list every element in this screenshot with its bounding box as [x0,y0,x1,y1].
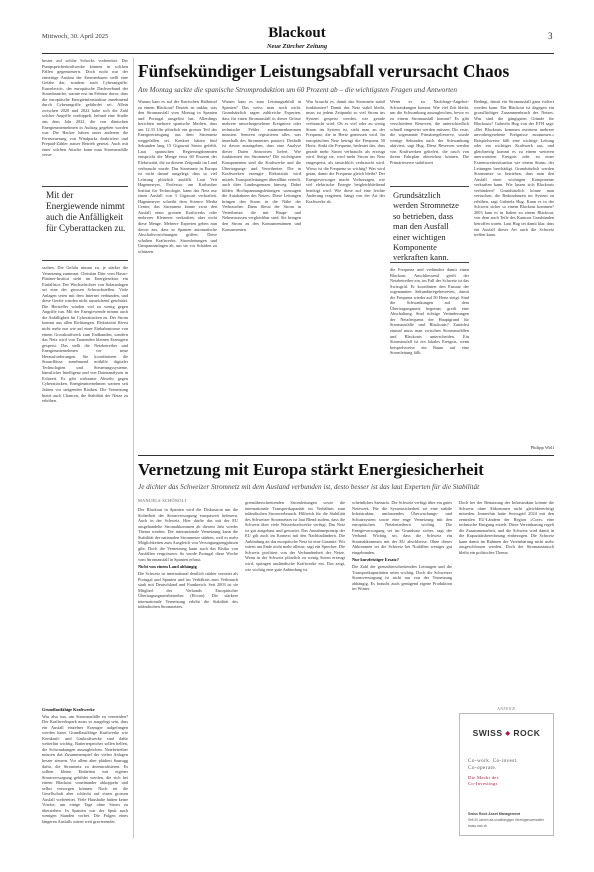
feature-pull-quote: Grundsätzlich werden Stromnetze so betrieben, dass man den Ausfall einer wichtigen Komponente verkraften kann. [393,190,459,263]
section-divider [138,455,554,456]
second-col-4 [459,500,554,698]
feature-quote-rule-top [390,186,469,187]
left-column-bottom [42,705,128,835]
feature-title: Fünfsekündiger Leistungsabfall verursacht Chaos [138,61,510,81]
paper-name: Neue Zürcher Zeitung [266,43,328,50]
second-col-1 [138,507,238,837]
ad-label: ANZEIGE [497,707,516,711]
second-subheading-2: Nur kurzfristiger Ersatz? [352,557,399,563]
ad-brand [460,728,553,738]
second-col-2 [245,500,345,837]
feature-col-5-text: Bedingt, damit ein Stromausfall ganz isoliert werden kann. Ein Blackout ist dagegen ein grossflächiger Zusammenbruch des Netzes. Was sind die gängigsten Gründe für Blackouts? Gabriela Hug von der ETH sagt: «Bei Blackouts kommen meistens mehrere unvorhergesehene Ereignisse zusammen.» Beispielsweise fällt eine wichtige Leitung oder ein wichtiges Kraftwerk aus, und gleichzeitig kommt es zu einem weiteren unerwarteten Ereignis oder zu einer Extremwettersituation wie einem Sturm, der Leitungen beschädigt. Grundsätzlich werden Stromnetze so betrieben, dass man den Ausfall einer wichtigen Komponente verkraften kann. Wie lassen sich Blackouts verhindern? Grundsätzlich könne man versuchen, die Redundanzen im System zu erhöhen, sagt Gabriela Hug. Kann es in der Schweiz sicher so einem Blackout kommen? 2003 kam es in Italien zu einem Blackout, von dem auch Teile des Kantons Graubünden betroffen waren. Laut Hug sei damit klar, dass ein Ausfall dieser Art auch die Schweiz treffen kann. [474,99,554,238]
second-subheading-1: Nicht von einem Land abhängig [138,564,197,570]
section-title: Blackout [268,25,326,41]
feature-col-4-text: Wenn es zu Nachfrage-Angebot-Schwankungen kommt: Wie viel Zeit bleibt, um die Schwankung auszugleichen, bevor es zu einem Stromausfall kommt? Es gibt verschiedene Reserven, die unterschiedlich schnell eingesetzt werden müssen. Die erste, die sogenannte Primärregelreserve, wurde wenige Sekunden nach der Schwankung aktiviert, sagt Hug. Diese Reserven werden von Kraftwerken geliefert, die rasch von ihrem Fahrplan abweichen können. Die Primärreserve stabilisiert [390,99,469,166]
ad-tagline-3: Die Macht des [468,775,499,780]
quote-rule-bottom [42,260,128,261]
second-col-3b-text: Die Zahl der grenzüberschreitenden Leitungen und die Transportkapazitäten seien wichtig. Doch die Schweizer Stromversorgung ist nicht nur von der Vernetzung abhängig. Es braucht auch genügend eigene Produktion im Winter. [352,564,452,592]
left-text-2: sachen. Die Gefahr nimmt zu, je stärker die Vernetzung zunimmt. Christian Dürr vom Hasso-Plattner-Institut sieht im Energiesektor ein Einfallstor. Der Wechselrichter von Solaranlagen sei eine der grossen Schwachstellen. Viele Anlagen seien mit dem Internet verbunden, und diese Geräte würden nicht ausreichend geschützt. Die Hersteller würden viel zu wenig gegen Angriffe tun. Mit der Energiewende nimmt auch die Anfälligkeit für Cyberattacken zu. Der Strom kommt aus allen Richtungen. Elektrizität fliesst nicht mehr nur wie auf einer Einbahnstrasse von einem Grosskraftwerk zum Endkunden, sondern das Netz wird von Tausenden kleinen Erzeugern gespeist. Das stellt die Netzbetreiber und Energieunternehmen vor neue Herausforderungen. Sie koordinieren die Stromflüsse zunehmend mithilfe digitaler Technologien und Steuerungssysteme, künstlicher Intelligenz und von Datenanalysen in Echtzeit. Es gibt wirksame Abwehr gegen Cyberattacken. Energieunternehmen warnen seit Jahren vor steigenden Risiken. Die Vernetzung bietet auch Chancen, die Stabilität der Netze zu erhöhen. [42,265,128,404]
feature-col-5 [474,99,554,444]
feature-col-3-text: Was braucht es, damit das Stromnetz stabil funktioniert? Damit das Netz stabil bleibt, muss zu jedem Zeitpunkt so viel Strom ins System gespeist werden, wie gerade verbraucht wird. Ob es viel oder zu wenig Strom im System ist, sieht man an der Frequenz, die in Hertz gemessen wird. Im europäischen Netz beträgt die Frequenz 50 Hertz. Sinkt die Frequenz, bedeutet das, dass gerade mehr Strom verbraucht als erzeugt wird. Steigt sie, wird mehr Strom ins Netz eingespeist, als tatsächlich verbraucht wird. Wieso ist die Frequenz so wichtig? Was wird getan, damit die Frequenz gleich bleibt? Der Energieversorger macht Vorhersagen, wie viel elektrische Energie beigleichbleibend benötigt wird. Wie diese auf eine leichte Änderung reagieren, hängt von der Art der Kraftwerke ab. [306,99,385,204]
left-column-top [42,58,128,179]
second-col-1b-text: Die Schweiz ist international deutlich stärker vernetzt als Portugal und Spanien und im Verhältnis zum Verbrauch stark mit Deutschland und Frankreich. Seit 2003 ist sie Mitglied des Verbands Europäischer Übertragungsnetzbetreiber (Elcom). Die stärkere internationale Vernetzung erhöht die Stabilität des inländischen Stromnetzes. [138,571,238,610]
second-col-3-text: scheinliches Szenario. Die Schweiz verfügt über ein gutes Netzwerk. Für die Systemsicherheit sei eine stabile Infrastruktur, umfassendes Überwachungs- und Schutzsystem sowie eine enge Vernetzung mit den europäischen Netzbetreibern wichtig. Die Energieversorgung sei im Grundsatz sicher, sagt der Verband. Wichtig sei, dass die Schweiz ein Stromabkommen mit der EU abschliesse. Ohne dieses Abkommen sei die Schweiz bei Notfällen weniger gut eingebunden. [352,500,452,555]
feature-quote-rule-bottom [390,262,469,263]
left-divider [133,58,134,838]
feature-col-4b-text: die Frequenz und verhindert damit einen Blackout. Anschliessend greift der Netzbetreiber ein, im Fall der Schweiz ist das Swissgrid. Er koordiniert den Einsatz der sogenannten Sekundärregelreserven, damit die Frequenz wieder auf 50 Hertz steigt. Sind die Schwankungen auf dem Übertragungsnetz begrenzt, greift eine Abschaltung. Sind richtige Veränderungen der Netzfrequenz der Hauptgrund für Stromausfälle und Blackouts? Zunächst einmal muss man zwischen Stromausfällen und Blackouts unterscheiden. Ein Stromausfall ist ein lokales Ereignis, wenn beispielsweise ein Baum auf eine Stromleitung fällt. [390,267,469,356]
left-text-1: besser auf solche Schocks vorbereitet. Der Pumpspeicherkraftwerke können in solchen Fällen gegensteuern. Doch nicht nur der einseitige Ausbau der Erneuerbaren stellt eine Gefahr dar, sondern auch Cyberangriffe. Euroelectric, der europäische Dachverband der Strombranche, warnte erst im Februar davor, dass die europäische Energieinfrastruktur zunehmend durch Cyberangriffe gefährdet sei. Allein zwischen 2020 und 2022 habe sich die Zahl solcher Angriffe verdoppelt, befand eine Studie aus dem Jahr 2022, die von dänischen Energieunternehmen in Auftrag gegeben worden war. Die Hacker hätten unter anderem die Fernsteuerung von Windparks deaktiviert und Prepaid-Zähler ausser Betrieb gesetzt. Auch mit einer solchen Attacke kann man Stromausfälle verur- [42,58,128,158]
second-feature-title: Vernetzung mit Europa stärkt Energiesicherheit [138,460,484,479]
quote-rule-top [42,186,128,187]
feature-col-4-top [390,99,469,179]
second-col-3 [352,500,452,837]
left-pull-quote: Mit der Energiewende nimmt auch die Anfälligkeit für Cyberattacken zu. [46,190,126,233]
ad-brand-left: SWISS [472,728,503,738]
ad-footer-2: Seit 20 Jahren als unabhängiger Vermögensverwalter [468,818,544,822]
ad-box[interactable] [459,713,554,836]
feature-col-3 [306,99,385,452]
ad-tagline-2: Co-operate. [468,765,497,771]
masthead-date: Mittwoch, 30. April 2025 [42,33,109,40]
feature-col-4-bottom [390,267,469,452]
feature-col-1-text: Warum kam es auf der Iberischen Halbinsel zu einem Blackout? Derzeit ist unklar, was den Stromausfall vom Montag in Spanien und Portugal ausgelöst hat. Allerdings berichten mehrere spanische Medien, dass um 12.33 Uhr plötzlich ein grosser Teil der Energieerzeugung aus dem Stromnetz weggefallen sei. Konkret hätten fünf Sekunden lang 15 Gigawatt Strom gefehlt. Laut spanischen Regierungsbeamten entspricht die Menge etwa 60 Prozent der Elektrizität, die zu diesem Zeitpunkt im Land verbraucht wurde. Das Stromnetz in Europa ist nicht darauf ausgelegt, dass so viel Leistung plötzlich ausfällt. Laut Veit Hagenmeyer, Professor am Karlsruher Institut für Technologie, kann das Netz nur einen Ausfall von 3 Gigawatt verkraften. Hagenmeyer schreibt dem Science Media Center, das Stromnetz könne zwar den Ausfall eines grossen Kraftwerks oder mehrerer Kleinerer verkraften, aber nicht diese Menge. Mehrere Experten gehen nun davon aus, dass in Spanien automatische Abschaltvorrichtungen griffen. Diese schalten Kraftwerke, Stromleitungen und Umspannanlagen ab, um sie vor Schäden zu schützen. [138,99,217,254]
second-col-2-text: grenzüberschreitenden Stromleitungen sowie die internationale Transportkapazität im Verhältnis zum inländischen Stromverbrauch. Hilfreich für die Stabilität des Schweizer Stromnetzes ist laut Blend zudem, dass die Schweiz über viele Wasserkraftwerke verfügt. Das Netz ist gut ausgebaut und gewartet. Das Annahmeprinzip der EU gilt auch im Kontext mit den Nachbarländern. Die Anbindung an das europäische Netz ist eine Garantie. Wir wären am Ende nicht mehr alleine, sagt ein Sprecher. Die Schweiz profitiert von der Verbundenheit der Netze. Wenn in der Schweiz plötzlich zu wenig Strom erzeugt wird, springen ausländische Kraftwerke ein. Das zeigt, wie wichtig eine gute Anbindung ist. [245,500,345,572]
ad-brand-right: ROCK [513,728,541,738]
feature-col-1 [138,99,217,452]
ad-tagline-1: Co-work. Co-invest. [468,758,519,764]
page-number: 3 [548,31,553,41]
left-subheading: Grundlastfähige Kraftwerke [42,707,95,712]
ad-tagline-4: Co-Investings [468,781,498,786]
left-text-3: Was also tun, um Stromausfälle zu vermeiden? Der Kraftwerkspark muss so ausgelegt sein, dass ein Ausfall einzelner Erzeuger aufgefangen werden kann. Grundlastfähige Kraftwerke wie Kernkraft- und Gaskraftwerke sind dafür weiterhin wichtig. Batteriespeicher sollen helfen, die Schwankungen auszugleichen. Netzbetreiber müssen das Zusammenspiel der vielen Anlagen besser steuern. Vor allem aber plädiert Saurugg dafür, die Stromnetz zu dezentralisieren. Es sollten kleine Einheiten mit eigener Stromversorgung gebildet werden, die sich bei einem Blackout voneinander abkoppeln und selbst versorgen können. Noch sei die Gesellschaft aber schlecht auf einen grossen Ausfall vorbereitet. Viele Haushalte hätten keine Vorräte, um einige Tage ohne Strom zu überstehen. In Spanien war der Spuk nach wenigen Stunden vorbei. Die Folgen eines längeren Ausfalls wären weit gravierender. [42,713,128,824]
ad-brand-icon: ◆ [505,731,511,737]
second-feature-byline: MANUELS SCHÖNOLI [138,498,187,503]
left-column-mid [42,265,128,700]
feature-author: Philipp Wolf [530,445,554,450]
feature-col-2 [222,99,301,452]
ad-footer-3[interactable]: swiss-rock.ch [468,824,488,828]
ad-footer-1: Swiss Rock Asset Management [468,812,521,816]
second-feature-subtitle: Je dichter das Schweizer Stromnetz mit dem Ausland verbunden ist, desto besser ist das laut Experten für die Stabilität [138,483,480,491]
feature-col-2-text: Warum kam es zum Leistungsabfall in Spanien? Das weiss man noch nicht. Grundsätzlich sagen zahlreiche Experten, dass für einen Stromausfall in dieser Grösse mehrere unvorhergesehene Ereignisse oder technische Fehler zusammenkommen müssten. Senoren registrieren alles, was innerhalb des Stromnetzes passiert. Deshalb ist davon auszugehen, dass eine Analyse dieser Daten Antworten liefert. Wie funktioniert ein Stromnetz? Die wichtigsten Komponenten sind die Kraftwerke und die Übertragungs- und Verteilnetze. Die in Kraftwerken erzeugte Elektrizität wird mittels Transportleitungen überallhin verteilt, auch über Landesgrenzen hinweg. Dabei bilden Hochspannungsleitungen sozusagen die Autobahnen des Netzes. Diese Leitungen bringen den Strom in die Nähe der Verbraucher. Dann fliesst der Strom in Verteilnetze, die mit Haupt- und Nebenstrassen vergleichbar sind. Sie bringen den Strom zu den Konsumentinnen und Konsumenten. [222,99,301,232]
second-col-4-text: Doch bei der Benutzung der Infrastruktur könnte die Schweiz ohne Abkommen nicht gleichberechtigt mitreden. Immerhin hatte Swissgrid 2024 mit den zentralen EU-Ländern der Region «Core» eine technische Einigung erzielt. Diese Vereinbarung regelt die Zusammenarbeit, und die Schweiz wird damit in die Kapazitätsberechnung einbezogen. Die Schweiz kann damit im Rahmen der Vereinbarung nicht mehr ausgeschlossen werden. Doch der Stromaustausch bleibt ein politisches Thema. [459,500,554,555]
feature-subtitle: Am Montag sackte die spanische Stromproduktion um 60 Prozent ab – die wichtigsten Fragen und Antworten [138,85,458,94]
second-col-1-text: Der Blackout in Spanien wird die Diskussion um die Sicherheit der Stromversorgung europaweit befeuern. Auch in der Schweiz. Hier dürfte das mit der EU ausgehandelte Stromabkommen ab diesem Jahr wieder Thema werden. Die internationale Vernetzung kann die Stabilität der nationalen Stromnetze stärken, weil es mehr Möglichkeiten zum Ausgleich von Versorgungsengpässen gibt. Doch die Vernetzung kann auch das Risiko von Ausfällen vergrössern. So wurde Portugal diese Woche vom Stromausfall in Spanien erfasst. [138,507,238,562]
masthead-rule [42,53,554,54]
